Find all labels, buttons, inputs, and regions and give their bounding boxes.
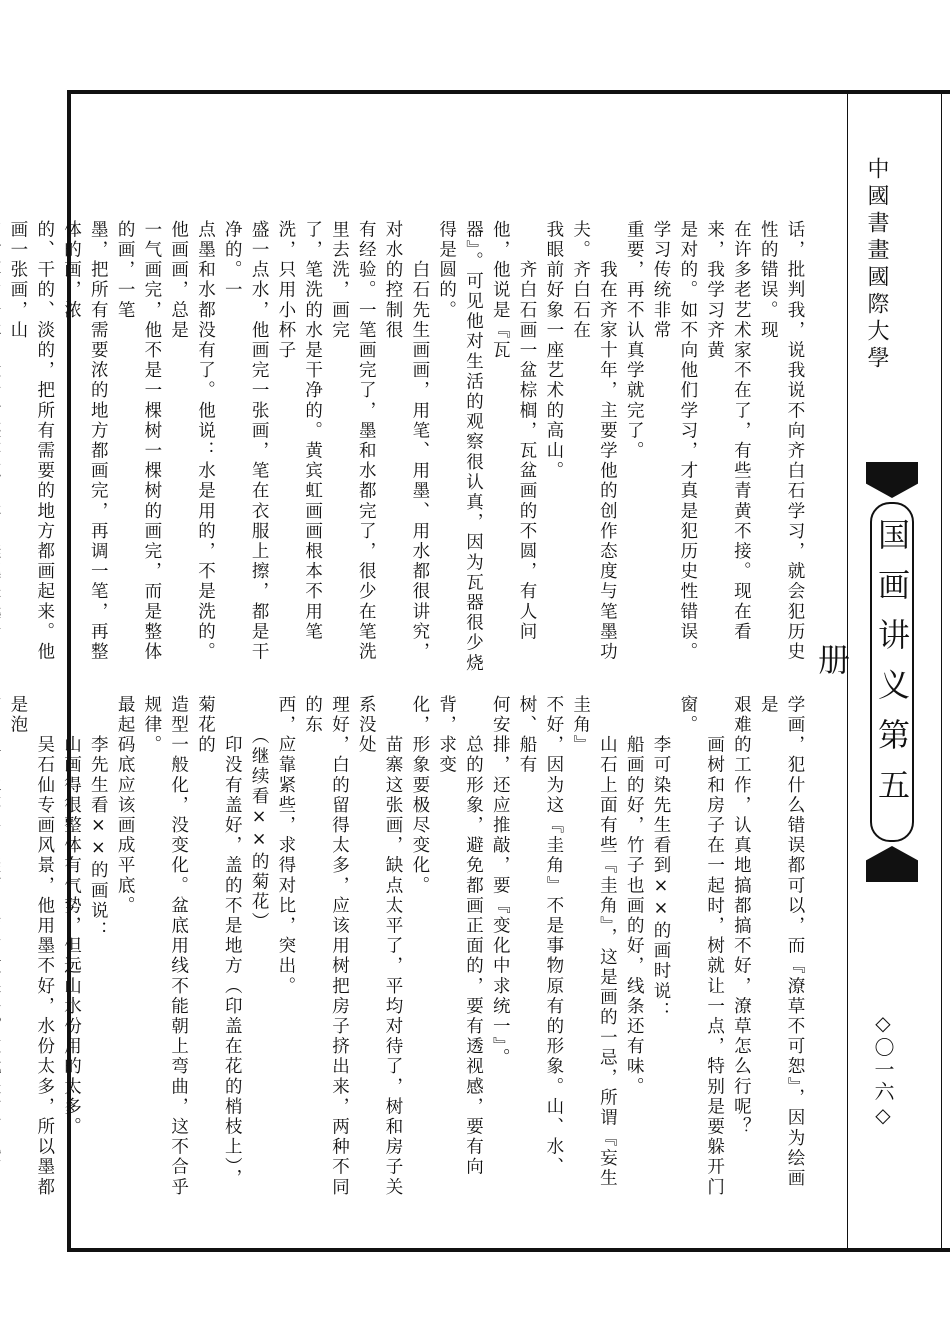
text-line: 在许多老艺术家不在了，有些青黄不接。现在看来，我学习齐黄: [704, 220, 752, 643]
text-line: 理好，白的留得太多，应该用树把房子挤出来，两种不同的东: [302, 695, 350, 1198]
text-line: 不好，因为这『圭角』不是事物原有的形象。山、水、树、船有: [517, 695, 564, 1178]
text-line: 苗寨这张画，缺点太平了，平均对待了，树和房子关系没处: [356, 695, 404, 1198]
text-line: 最起码底应该画成平底。: [115, 695, 136, 917]
margin-rule-right: [941, 94, 942, 1248]
cartouche-top-ornament: [866, 462, 918, 498]
text-line: 重要，再不认真学就完了。: [624, 220, 645, 462]
text-line: 我在齐家十年，主要学他的创作态度与笔墨功夫。齐白石在: [570, 220, 618, 663]
text-line: 画树和房子在一起时，树就让一点，特别是要躲开门窗。: [677, 695, 725, 1198]
text-line: 造型一般化，没变化。盆底用线不能朝上弯曲，这不合乎规律。: [141, 695, 189, 1198]
text-line: 艰难的工作，认真地搞都搞不好，潦草怎么行呢？: [731, 695, 752, 1138]
text-line: 齐白石画一盆棕榈，瓦盆画的不圆，有人问他，他说是『瓦: [490, 220, 538, 643]
text-line: 一气画完，他不是一棵树一棵树的画完，而是整体的画，一笔: [115, 220, 162, 663]
text-line: 船画的好，竹子也画的好，线条还有味。: [624, 695, 645, 1097]
text-line: 吴石仙专画风景，他用墨不好，水份太多，所以墨都是泡: [7, 695, 55, 1198]
body-text-upper: [7, 220, 808, 675]
text-line: 话，批判我，说我说不向齐白石学习，就会犯历史性的错误。现: [758, 220, 805, 663]
text-line: 我眼前好象一座艺术的高山。: [543, 220, 564, 482]
text-line: 山画得很整体有气势，但远山水份用的太多。: [61, 695, 82, 1138]
text-line: 器』。可见他对生活的观察很认真，因为瓦器很少烧得是圆的。: [436, 220, 484, 674]
text-line: 有经验。一笔画完了，墨和水都完了，很少在笔洗里去洗，画完: [329, 220, 377, 663]
text-line: 学画，犯什么错误都可以，而『潦草不可恕』，因为绘画是: [758, 695, 805, 1189]
page-number: ◇〇一六◇: [871, 1011, 895, 1129]
text-line: 何安排，还应推敲，要『变化中求统一』。: [490, 695, 511, 1069]
university-name: 中國書畫國際大學: [864, 157, 889, 373]
text-line: 李可染先生看到××的画时说：: [651, 695, 672, 1022]
text-line: 的、干的、淡的，把所有需要的地方都画起来。他画一张画，山: [7, 220, 55, 663]
text-line: [0, 695, 4, 1200]
text-line: 点墨和水都没有了。他说：水是用的，不是洗的。他画画，总是: [168, 220, 216, 663]
text-line: 盛一点水，他画完一张画，笔在衣服上擦，都是干净的。一: [222, 220, 270, 663]
text-line: 化，形象要极尽变化。: [409, 695, 430, 896]
text-line: [0, 220, 4, 675]
text-line: 了，笔洗的水是干净的。黄宾虹画画根本不用笔洗，只用小杯子: [275, 220, 323, 643]
body-text-lower: [7, 695, 808, 1200]
text-line: （继续看××的菊花）: [249, 695, 270, 933]
text-line: 是对的。如不向他们学习，才真是犯历史性错误。学习传统非常: [651, 220, 698, 663]
text-line: 印没有盖好，盖的不是地方（印盖在花的梢枝上），菊花的: [195, 695, 243, 1189]
text-line: 总的形象，避免都画正面的，要有透视感，要有向背，求变: [436, 695, 484, 1178]
cartouche-bottom-ornament: [866, 846, 918, 882]
text-line: 白石先生画画，用笔、用墨、用水都很讲究，对水的控制很: [383, 220, 430, 663]
text-line: 李先生看××的画说：: [88, 695, 109, 942]
text-line: 墨，把所有需要浓的地方都画完，再调一笔，再整体的画，浓: [61, 220, 109, 663]
text-line: 西，应靠紧些，求得对比，突出。: [275, 695, 296, 997]
book-title: 国画讲义第五册: [813, 518, 911, 818]
text-line: 山石上面有些『圭角』，这是画的一忌，所谓『妄生圭角』: [570, 695, 618, 1189]
